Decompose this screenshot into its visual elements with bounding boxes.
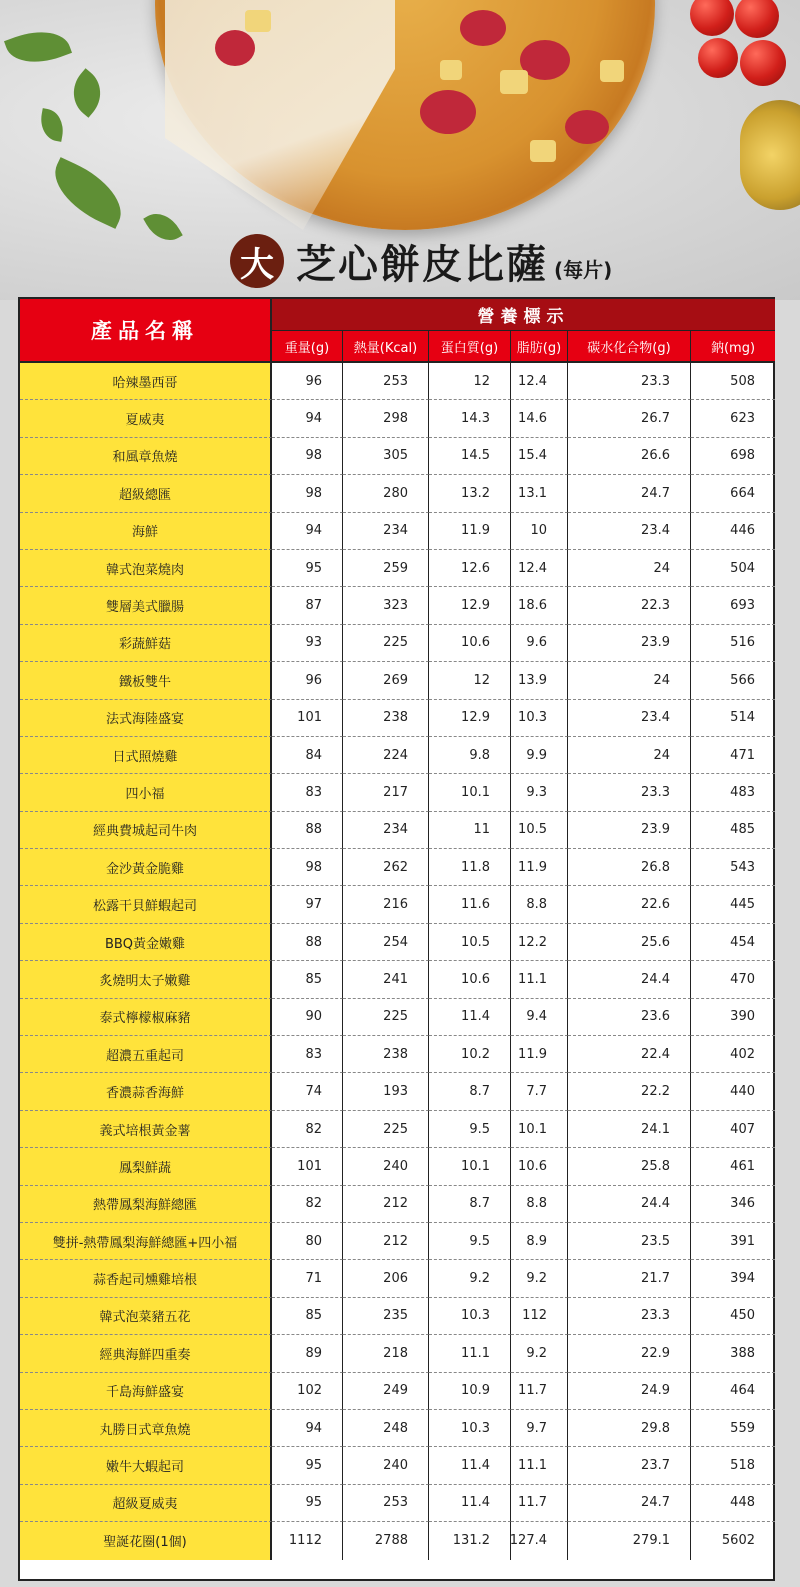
fat-cell: 9.6 (511, 625, 568, 662)
table-row (20, 961, 775, 998)
fat-cell: 13.9 (511, 662, 568, 699)
product-name-cell: 義式培根黃金薯 (20, 1111, 272, 1148)
table-row (20, 999, 775, 1036)
basil-leaf (38, 108, 67, 142)
calories-cell: 235 (343, 1298, 429, 1335)
weight-cell: 101 (272, 700, 343, 737)
protein-cell: 9.5 (429, 1111, 511, 1148)
carbs-cell: 23.5 (568, 1223, 691, 1260)
fat-cell: 11.9 (511, 849, 568, 886)
fat-cell: 11.7 (511, 1485, 568, 1522)
weight-cell: 90 (272, 999, 343, 1036)
carbs-cell: 279.1 (568, 1522, 691, 1559)
fat-cell: 11.7 (511, 1373, 568, 1410)
weight-cell: 89 (272, 1335, 343, 1372)
carbs-cell: 23.6 (568, 999, 691, 1036)
calories-cell: 212 (343, 1223, 429, 1260)
sodium-cell: 402 (691, 1036, 775, 1073)
product-name-cell: 超級總匯 (20, 475, 272, 512)
col-fat: 脂肪(g) (511, 331, 568, 361)
carbs-cell: 22.4 (568, 1036, 691, 1073)
calories-cell: 305 (343, 438, 429, 475)
nutrition-table (18, 297, 775, 1581)
sodium-cell: 394 (691, 1260, 775, 1297)
carbs-cell: 23.9 (568, 812, 691, 849)
pineapple (245, 10, 271, 32)
table-row (20, 812, 775, 849)
protein-cell: 10.6 (429, 961, 511, 998)
calories-cell: 240 (343, 1447, 429, 1484)
weight-cell: 83 (272, 1036, 343, 1073)
weight-cell: 83 (272, 774, 343, 811)
weight-cell: 98 (272, 438, 343, 475)
olive-oil-jar (740, 100, 800, 210)
weight-cell: 98 (272, 475, 343, 512)
carbs-cell: 24.7 (568, 1485, 691, 1522)
sodium-cell: 518 (691, 1447, 775, 1484)
sodium-cell: 543 (691, 849, 775, 886)
calories-cell: 218 (343, 1335, 429, 1372)
sodium-cell: 471 (691, 737, 775, 774)
calories-cell: 253 (343, 1485, 429, 1522)
carbs-cell: 23.4 (568, 700, 691, 737)
protein-cell: 9.5 (429, 1223, 511, 1260)
protein-cell: 14.5 (429, 438, 511, 475)
fat-cell: 9.7 (511, 1410, 568, 1447)
sodium-cell: 508 (691, 363, 775, 400)
fat-cell: 11.1 (511, 1447, 568, 1484)
weight-cell: 97 (272, 886, 343, 923)
calories-cell: 259 (343, 550, 429, 587)
protein-cell: 14.3 (429, 400, 511, 437)
weight-cell: 96 (272, 662, 343, 699)
table-row (20, 700, 775, 737)
sodium-cell: 470 (691, 961, 775, 998)
fat-cell: 127.4 (511, 1522, 568, 1559)
pineapple (530, 140, 556, 162)
protein-cell: 10.2 (429, 1036, 511, 1073)
pepperoni (565, 110, 609, 144)
protein-cell: 131.2 (429, 1522, 511, 1559)
weight-cell: 96 (272, 363, 343, 400)
table-row (20, 1447, 775, 1484)
calories-cell: 206 (343, 1260, 429, 1297)
col-sodium: 鈉(mg) (710, 340, 756, 356)
sodium-cell: 504 (691, 550, 775, 587)
weight-cell: 85 (272, 1298, 343, 1335)
calories-cell: 217 (343, 774, 429, 811)
protein-cell: 12.6 (429, 550, 511, 587)
calories-cell: 323 (343, 587, 429, 624)
fat-cell: 9.9 (511, 737, 568, 774)
carbs-cell: 23.7 (568, 1447, 691, 1484)
product-name-cell: 鐵板雙牛 (20, 662, 272, 699)
basil-leaf (143, 206, 183, 248)
weight-cell: 82 (272, 1111, 343, 1148)
sodium-cell: 623 (691, 400, 775, 437)
weight-cell: 87 (272, 587, 343, 624)
fat-cell: 14.6 (511, 400, 568, 437)
protein-cell: 11.9 (429, 513, 511, 550)
weight-cell: 84 (272, 737, 343, 774)
table-row (20, 1186, 775, 1223)
fat-cell: 10.3 (511, 700, 568, 737)
sodium-cell: 388 (691, 1335, 775, 1372)
calories-cell: 253 (343, 363, 429, 400)
protein-cell: 11.8 (429, 849, 511, 886)
fat-cell: 12.4 (511, 550, 568, 587)
fat-cell: 10.5 (511, 812, 568, 849)
fat-cell: 13.1 (511, 475, 568, 512)
protein-cell: 13.2 (429, 475, 511, 512)
sodium-cell: 485 (691, 812, 775, 849)
fat-cell: 9.2 (511, 1335, 568, 1372)
sodium-cell: 450 (691, 1298, 775, 1335)
sodium-cell: 391 (691, 1223, 775, 1260)
protein-cell: 9.2 (429, 1260, 511, 1297)
calories-cell: 254 (343, 924, 429, 961)
cherry-tomato (740, 40, 786, 86)
weight-cell: 71 (272, 1260, 343, 1297)
weight-cell: 74 (272, 1073, 343, 1110)
fat-cell: 7.7 (511, 1073, 568, 1110)
basil-leaf (43, 157, 133, 229)
table-row (20, 513, 775, 550)
product-name-cell: 哈辣墨西哥 (20, 363, 272, 400)
product-name-cell: 經典費城起司牛肉 (20, 812, 272, 849)
product-name-cell: 超級夏威夷 (20, 1485, 272, 1522)
table-row (20, 400, 775, 437)
weight-cell: 88 (272, 812, 343, 849)
product-name-cell: 熱帶鳳梨海鮮總匯 (20, 1186, 272, 1223)
calories-cell: 234 (343, 513, 429, 550)
size-badge: 大 (230, 234, 284, 288)
pepperoni (215, 30, 255, 66)
carbs-cell: 29.8 (568, 1410, 691, 1447)
fat-cell: 15.4 (511, 438, 568, 475)
product-name-cell: 日式照燒雞 (20, 737, 272, 774)
col-protein: 蛋白質(g) (429, 331, 511, 361)
protein-cell: 12 (429, 363, 511, 400)
table-row (20, 1148, 775, 1185)
pineapple (600, 60, 624, 82)
table-row (20, 1073, 775, 1110)
product-name-cell: 夏威夷 (20, 400, 272, 437)
calories-cell: 248 (343, 1410, 429, 1447)
product-name-cell: 炙燒明太子嫩雞 (20, 961, 272, 998)
calories-cell: 225 (343, 1111, 429, 1148)
table-row (20, 587, 775, 624)
product-name-cell: 韓式泡菜燒肉 (20, 550, 272, 587)
calories-cell: 280 (343, 475, 429, 512)
protein-cell: 12 (429, 662, 511, 699)
product-name-cell: 聖誕花圈(1個) (20, 1522, 272, 1559)
weight-cell: 95 (272, 550, 343, 587)
table-row (20, 924, 775, 961)
fat-cell: 12.4 (511, 363, 568, 400)
table-row (20, 625, 775, 662)
weight-cell: 94 (272, 400, 343, 437)
carbs-cell: 22.6 (568, 886, 691, 923)
product-name-cell: 松露干貝鮮蝦起司 (20, 886, 272, 923)
sodium-cell: 483 (691, 774, 775, 811)
table-row (20, 1260, 775, 1297)
table-row (20, 1373, 775, 1410)
calories-cell: 225 (343, 999, 429, 1036)
table-row (20, 363, 775, 400)
calories-cell: 225 (343, 625, 429, 662)
pepperoni (420, 90, 476, 134)
protein-cell: 10.1 (429, 774, 511, 811)
calories-cell: 193 (343, 1073, 429, 1110)
table-row (20, 1410, 775, 1447)
carbs-cell: 24.7 (568, 475, 691, 512)
carbs-cell: 23.9 (568, 625, 691, 662)
table-row (20, 438, 775, 475)
protein-cell: 11.6 (429, 886, 511, 923)
column-headers (272, 331, 775, 363)
table-row (20, 1111, 775, 1148)
title-main: 芝心餅皮比薩 (296, 241, 548, 288)
product-name-header: 產品名稱 (20, 299, 272, 363)
calories-cell: 249 (343, 1373, 429, 1410)
sodium-cell: 698 (691, 438, 775, 475)
carbs-cell: 23.3 (568, 363, 691, 400)
protein-cell: 11.4 (429, 999, 511, 1036)
table-row (20, 1522, 775, 1559)
sodium-cell: 5602 (721, 1533, 755, 1549)
weight-cell: 98 (272, 849, 343, 886)
sodium-cell: 346 (691, 1186, 775, 1223)
carbs-cell: 25.8 (568, 1148, 691, 1185)
carbs-cell: 26.8 (568, 849, 691, 886)
product-name-cell: 嫩牛大蝦起司 (20, 1447, 272, 1484)
col-calories: 熱量(Kcal) (343, 331, 429, 361)
carbs-cell: 24 (568, 550, 691, 587)
pineapple (500, 70, 528, 94)
fat-cell: 11.1 (511, 961, 568, 998)
table-row (20, 737, 775, 774)
protein-cell: 10.3 (429, 1298, 511, 1335)
carbs-cell: 22.9 (568, 1335, 691, 1372)
weight-cell: 82 (272, 1186, 343, 1223)
product-name-cell: 超濃五重起司 (20, 1036, 272, 1073)
calories-cell: 240 (343, 1148, 429, 1185)
product-name-cell: 經典海鮮四重奏 (20, 1335, 272, 1372)
sodium-cell: 407 (691, 1111, 775, 1148)
table-row (20, 550, 775, 587)
product-name-cell: 泰式檸檬椒麻豬 (20, 999, 272, 1036)
protein-cell: 10.9 (429, 1373, 511, 1410)
fat-cell: 8.9 (511, 1223, 568, 1260)
cherry-tomato (735, 0, 779, 38)
weight-cell: 102 (272, 1373, 343, 1410)
protein-cell: 10.5 (429, 924, 511, 961)
sodium-cell: 516 (691, 625, 775, 662)
sodium-cell: 464 (691, 1373, 775, 1410)
carbs-cell: 26.7 (568, 400, 691, 437)
table-row (20, 662, 775, 699)
title-sub: (每片) (554, 257, 613, 282)
protein-cell: 10.6 (429, 625, 511, 662)
product-name-cell: 千島海鮮盛宴 (20, 1373, 272, 1410)
fat-cell: 9.4 (511, 999, 568, 1036)
carbs-cell: 23.4 (568, 513, 691, 550)
product-name-cell: 四小福 (20, 774, 272, 811)
fat-cell: 9.2 (511, 1260, 568, 1297)
product-name-cell: 雙層美式臘腸 (20, 587, 272, 624)
product-name-cell: 法式海陸盛宴 (20, 700, 272, 737)
table-row (20, 1485, 775, 1522)
product-name-cell: 香濃蒜香海鮮 (20, 1073, 272, 1110)
basil-leaf (4, 21, 72, 73)
carbs-cell: 24 (568, 737, 691, 774)
calories-cell: 2788 (343, 1522, 429, 1559)
table-row (20, 475, 775, 512)
carbs-cell: 26.6 (568, 438, 691, 475)
product-name-cell: 鳳梨鮮蔬 (20, 1148, 272, 1185)
calories-cell: 212 (343, 1186, 429, 1223)
carbs-cell: 24.1 (568, 1111, 691, 1148)
calories-cell: 262 (343, 849, 429, 886)
weight-cell: 94 (272, 1410, 343, 1447)
col-carbs: 碳水化合物(g) (568, 331, 691, 361)
sodium-cell: 693 (691, 587, 775, 624)
carbs-cell: 24 (568, 662, 691, 699)
basil-leaf (62, 68, 111, 117)
sodium-cell: 390 (691, 999, 775, 1036)
sodium-cell: 454 (691, 924, 775, 961)
weight-cell: 95 (272, 1485, 343, 1522)
fat-cell: 8.8 (511, 1186, 568, 1223)
sodium-cell: 445 (691, 886, 775, 923)
product-name-cell: 蒜香起司燻雞培根 (20, 1260, 272, 1297)
table-row (20, 1036, 775, 1073)
calories-cell: 238 (343, 1036, 429, 1073)
sodium-cell: 461 (691, 1148, 775, 1185)
protein-cell: 9.8 (429, 737, 511, 774)
sodium-cell: 566 (691, 662, 775, 699)
fat-cell: 8.8 (511, 886, 568, 923)
table-row (20, 849, 775, 886)
fat-cell: 10.6 (511, 1148, 568, 1185)
cherry-tomato (698, 38, 738, 78)
product-name-cell: 和風章魚燒 (20, 438, 272, 475)
sodium-cell: 440 (691, 1073, 775, 1110)
sodium-cell: 664 (691, 475, 775, 512)
calories-cell: 224 (343, 737, 429, 774)
carbs-cell: 22.2 (568, 1073, 691, 1110)
table-row (20, 774, 775, 811)
fat-cell: 12.2 (511, 924, 568, 961)
carbs-cell: 22.3 (568, 587, 691, 624)
protein-cell: 11.1 (429, 1335, 511, 1372)
table-body (20, 363, 775, 1560)
protein-cell: 11 (429, 812, 511, 849)
carbs-cell: 25.6 (568, 924, 691, 961)
weight-cell: 101 (272, 1148, 343, 1185)
fat-cell: 10.1 (511, 1111, 568, 1148)
sodium-cell: 448 (691, 1485, 775, 1522)
calories-cell: 269 (343, 662, 429, 699)
product-name-cell: BBQ黃金嫩雞 (20, 924, 272, 961)
table-row (20, 1298, 775, 1335)
table-row (20, 886, 775, 923)
weight-cell: 85 (272, 961, 343, 998)
cherry-tomato (690, 0, 734, 36)
protein-cell: 10.1 (429, 1148, 511, 1185)
fat-cell: 18.6 (511, 587, 568, 624)
col-weight: 重量(g) (272, 331, 343, 361)
weight-cell: 93 (272, 625, 343, 662)
protein-cell: 11.4 (429, 1447, 511, 1484)
pepperoni (460, 10, 506, 46)
table-row (20, 1223, 775, 1260)
page-title (230, 233, 612, 289)
protein-cell: 12.9 (429, 700, 511, 737)
sodium-cell: 559 (691, 1410, 775, 1447)
sodium-cell: 446 (691, 513, 775, 550)
carbs-cell: 23.3 (568, 774, 691, 811)
protein-cell: 8.7 (429, 1073, 511, 1110)
fat-cell: 112 (511, 1298, 568, 1335)
calories-cell: 298 (343, 400, 429, 437)
protein-cell: 8.7 (429, 1186, 511, 1223)
protein-cell: 12.9 (429, 587, 511, 624)
fat-cell: 11.9 (511, 1036, 568, 1073)
product-name-cell: 雙拼-熱帶鳳梨海鮮總匯+四小福 (20, 1223, 272, 1260)
sodium-cell: 514 (691, 700, 775, 737)
carbs-cell: 21.7 (568, 1260, 691, 1297)
protein-cell: 11.4 (429, 1485, 511, 1522)
calories-cell: 241 (343, 961, 429, 998)
product-name-cell: 金沙黃金脆雞 (20, 849, 272, 886)
table-row (20, 1335, 775, 1372)
calories-cell: 216 (343, 886, 429, 923)
product-name-cell: 丸勝日式章魚燒 (20, 1410, 272, 1447)
pineapple (440, 60, 462, 80)
weight-cell: 94 (272, 513, 343, 550)
weight-cell: 88 (272, 924, 343, 961)
carbs-cell: 23.3 (568, 1298, 691, 1335)
calories-cell: 238 (343, 700, 429, 737)
calories-cell: 234 (343, 812, 429, 849)
product-name-cell: 韓式泡菜豬五花 (20, 1298, 272, 1335)
fat-cell: 10 (511, 513, 568, 550)
product-name-cell: 海鮮 (20, 513, 272, 550)
weight-cell: 95 (272, 1447, 343, 1484)
weight-cell: 80 (272, 1223, 343, 1260)
carbs-cell: 24.9 (568, 1373, 691, 1410)
protein-cell: 10.3 (429, 1410, 511, 1447)
carbs-cell: 24.4 (568, 961, 691, 998)
nutrition-header: 營養標示 (272, 299, 775, 331)
weight-cell: 1112 (272, 1522, 343, 1559)
product-name-cell: 彩蔬鮮菇 (20, 625, 272, 662)
carbs-cell: 24.4 (568, 1186, 691, 1223)
fat-cell: 9.3 (511, 774, 568, 811)
